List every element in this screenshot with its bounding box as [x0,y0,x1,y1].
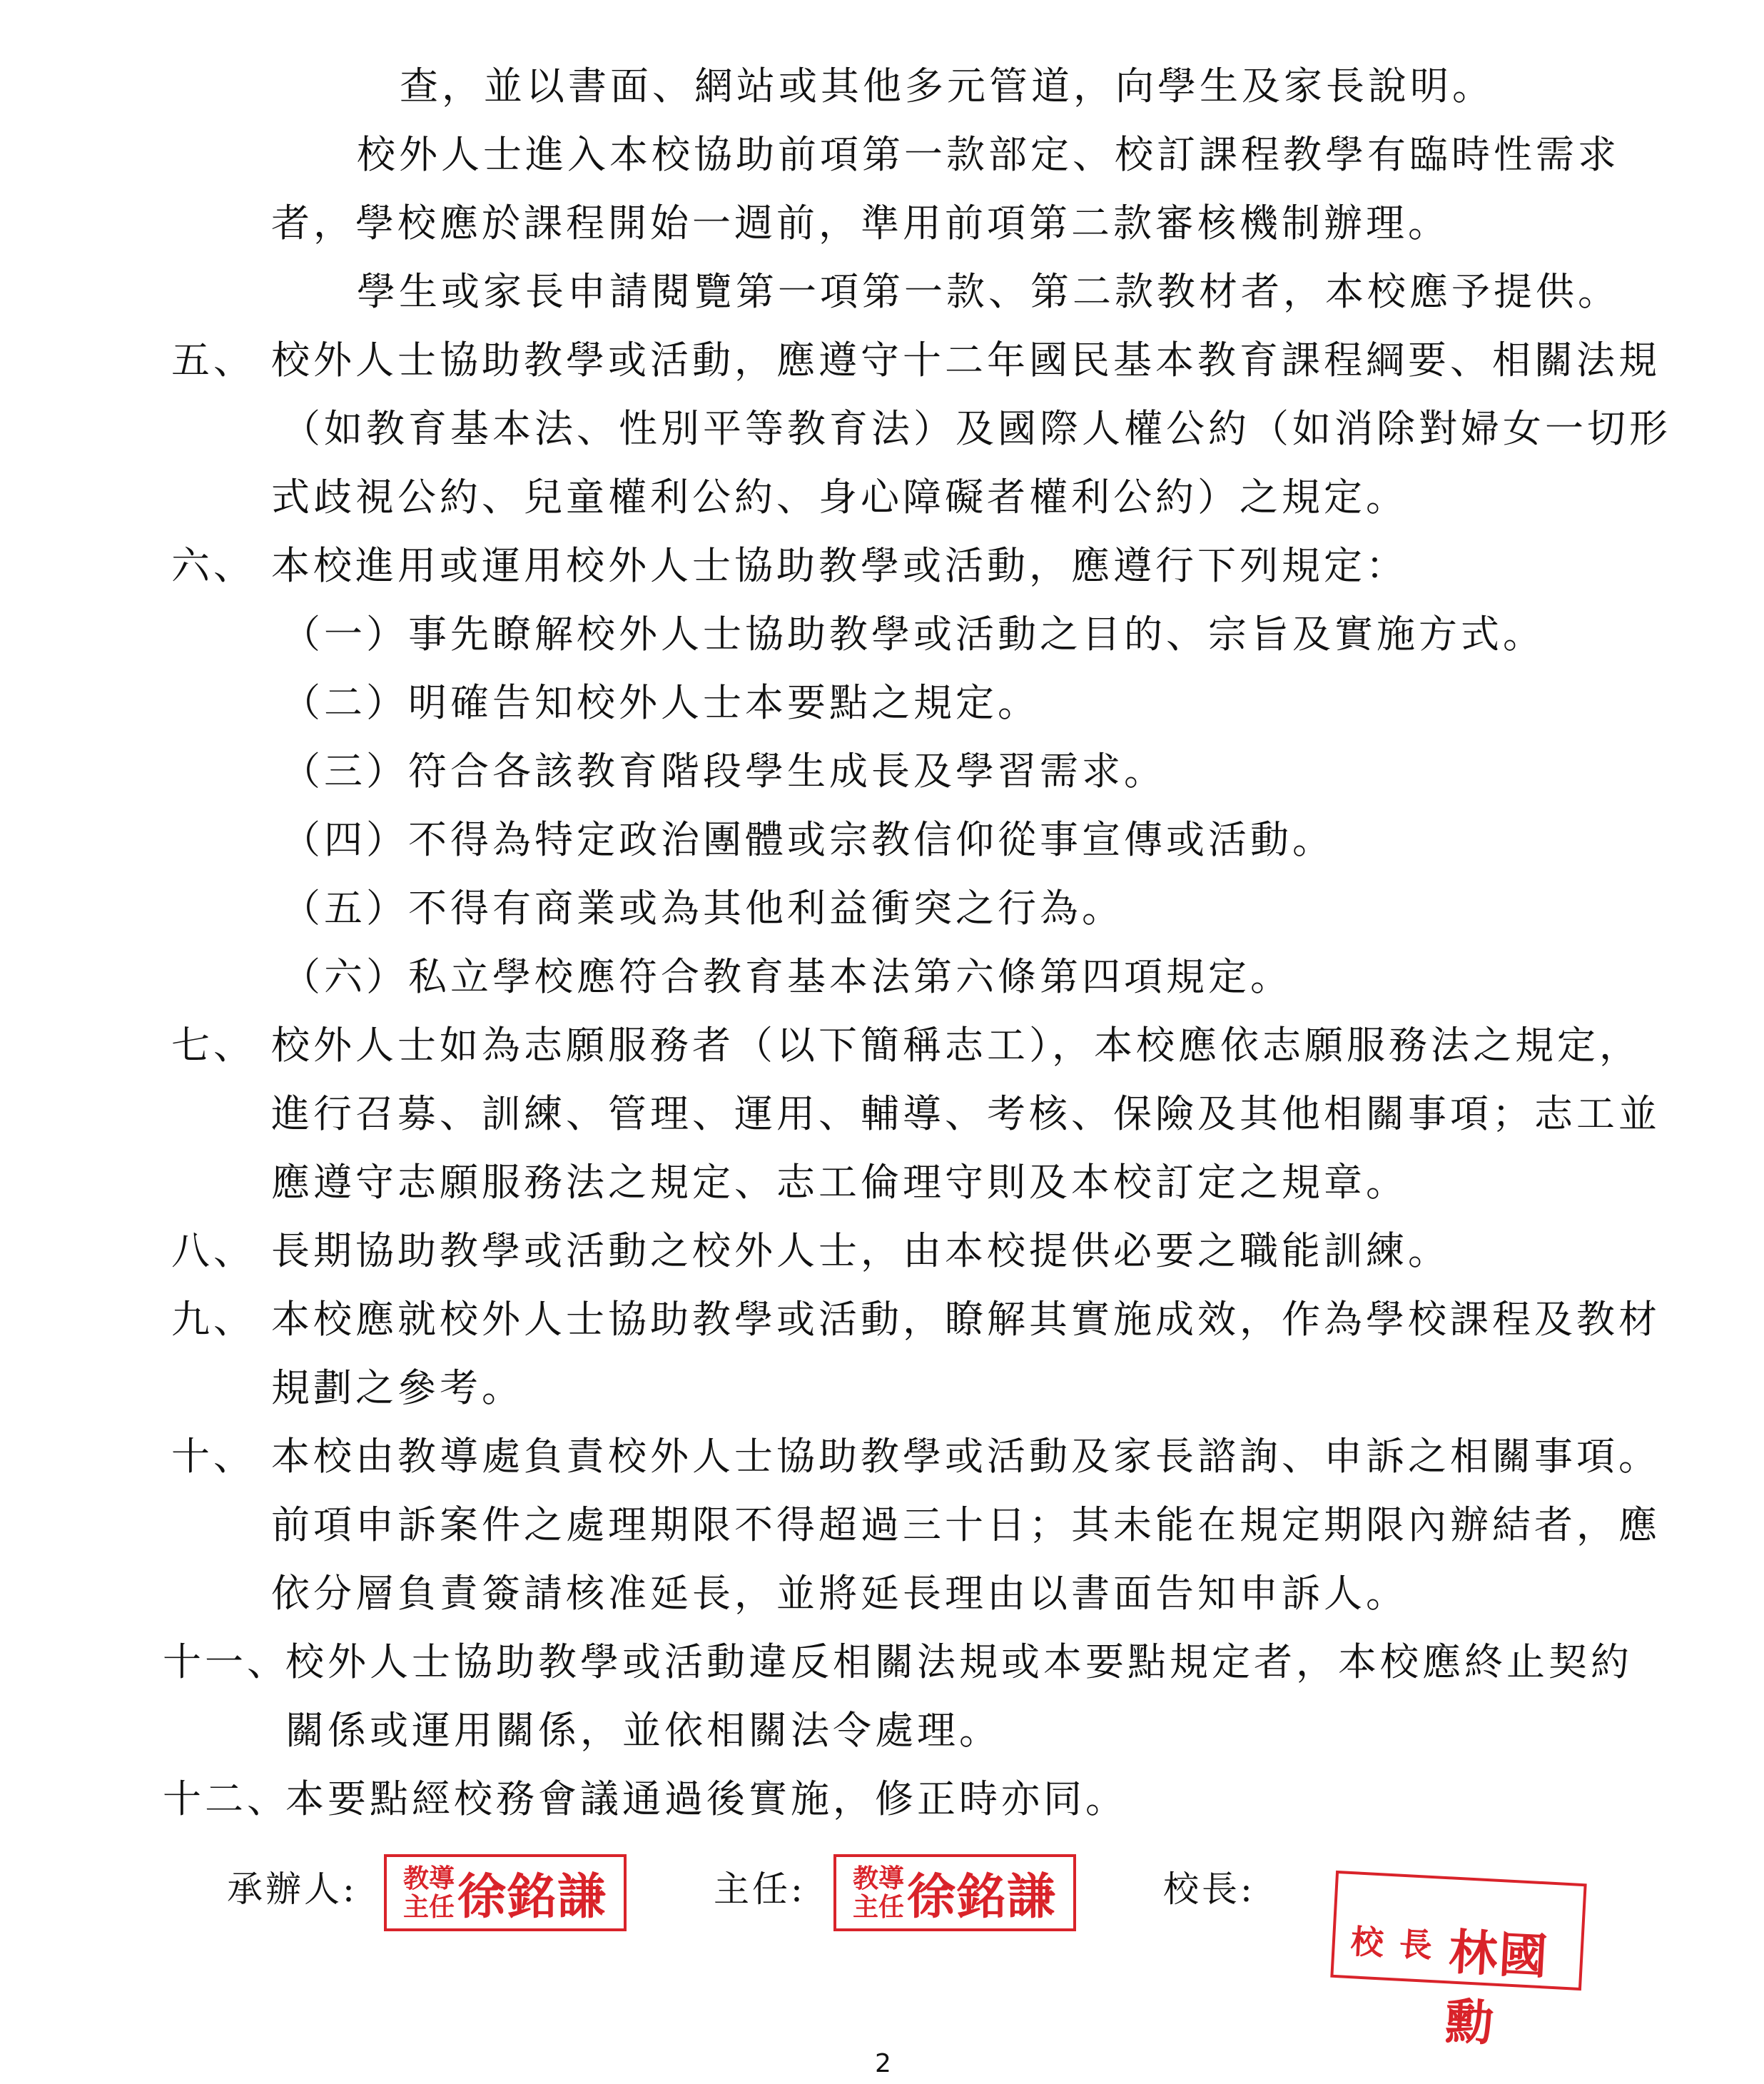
text-line: 關係或運用關係，並依相關法令處理。 [285,1708,1001,1753]
seal-char: 校 [1349,1922,1385,1963]
item-number: 五、 [171,338,255,383]
text-line: 前項申訴案件之處理期限不得超過三十日；其未能在規定期限內辦結者，應 [271,1502,1661,1547]
text-line: 進行召募、訓練、管理、運用、輔導、考核、保險及其他相關事項；志工並 [271,1091,1661,1136]
seal-name: 徐銘謙 [907,1868,1058,1926]
item-number: 十二、 [163,1776,289,1821]
text-line: （六）私立學校應符合教育基本法第六條第四項規定。 [282,954,1292,999]
text-line: （五）不得有商業或為其他利益衝突之行為。 [282,886,1124,931]
item-number: 十、 [171,1434,255,1479]
text-line: （一）事先瞭解校外人士協助教學或活動之目的、宗旨及實施方式。 [282,612,1545,657]
text-line: 依分層負責簽請核准延長，並將延長理由以書面告知申訴人。 [271,1571,1408,1616]
text-line: 規劃之參考。 [271,1365,524,1410]
text-line: （四）不得為特定政治團體或宗教信仰從事宣傳或活動。 [282,817,1334,862]
seal-name: 林國勳 [1444,1923,1551,2053]
text-line: 學生或家長申請閱覽第一項第一款、第二款教材者，本校應予提供。 [357,269,1620,314]
text-line: 式歧視公約、兒童權利公約、身心障礙者權利公約）之規定。 [271,475,1408,520]
text-line: 本校進用或運用校外人士協助教學或活動，應遵行下列規定： [271,543,1408,588]
seal-title-bottom: 主任 [402,1892,455,1922]
seal-title-top: 教導 [852,1863,904,1893]
director-seal [833,1854,1076,1931]
item-number: 十一、 [163,1639,289,1684]
director-label: 主任: [714,1868,806,1910]
item-number: 八、 [171,1228,255,1273]
principal-seal [1330,1871,1586,2053]
page-number: 2 [875,2049,891,2078]
text-line: 本校由教導處負責校外人士協助教學或活動及家長諮詢、申訴之相關事項。 [271,1434,1661,1479]
text-line: 長期協助教學或活動之校外人士，由本校提供必要之職能訓練。 [271,1228,1450,1273]
text-line: （二）明確告知校外人士本要點之規定。 [282,680,1040,725]
handler-seal [384,1854,627,1931]
text-line: 查，並以書面、網站或其他多元管道，向學生及家長說明。 [400,64,1494,108]
text-line: 應遵守志願服務法之規定、志工倫理守則及本校訂定之規章。 [271,1160,1408,1205]
text-line: 校外人士協助教學或活動違反相關法規或本要點規定者，本校應終止契約 [285,1639,1633,1684]
item-number: 六、 [171,543,255,588]
text-line: 本校應就校外人士協助教學或活動，瞭解其實施成效，作為學校課程及教材 [271,1297,1661,1342]
item-number: 九、 [171,1297,255,1342]
text-line: 校外人士協助教學或活動，應遵守十二年國民基本教育課程綱要、相關法規 [271,338,1661,383]
text-line: （如教育基本法、性別平等教育法）及國際人權公約（如消除對婦女一切形 [282,406,1671,451]
seal-title-top: 教導 [402,1863,455,1893]
text-line: 校外人士進入本校協助前項第一款部定、校訂課程教學有臨時性需求 [357,132,1620,177]
seal-name: 徐銘謙 [457,1868,608,1926]
text-line: 校外人士如為志願服務者（以下簡稱志工），本校應依志願服務法之規定， [271,1023,1641,1068]
principal-label: 校長: [1163,1868,1255,1910]
seal-char: 長 [1398,1924,1434,1966]
seal-title-bottom: 主任 [852,1892,904,1922]
text-line: 者，學校應於課程開始一週前，準用前項第二款審核機制辦理。 [271,201,1450,246]
item-number: 七、 [171,1023,255,1068]
handler-label: 承辦人: [227,1868,358,1910]
text-line: （三）符合各該教育階段學生成長及學習需求。 [282,749,1166,794]
text-line: 本要點經校務會議通過後實施，修正時亦同。 [285,1776,1127,1821]
